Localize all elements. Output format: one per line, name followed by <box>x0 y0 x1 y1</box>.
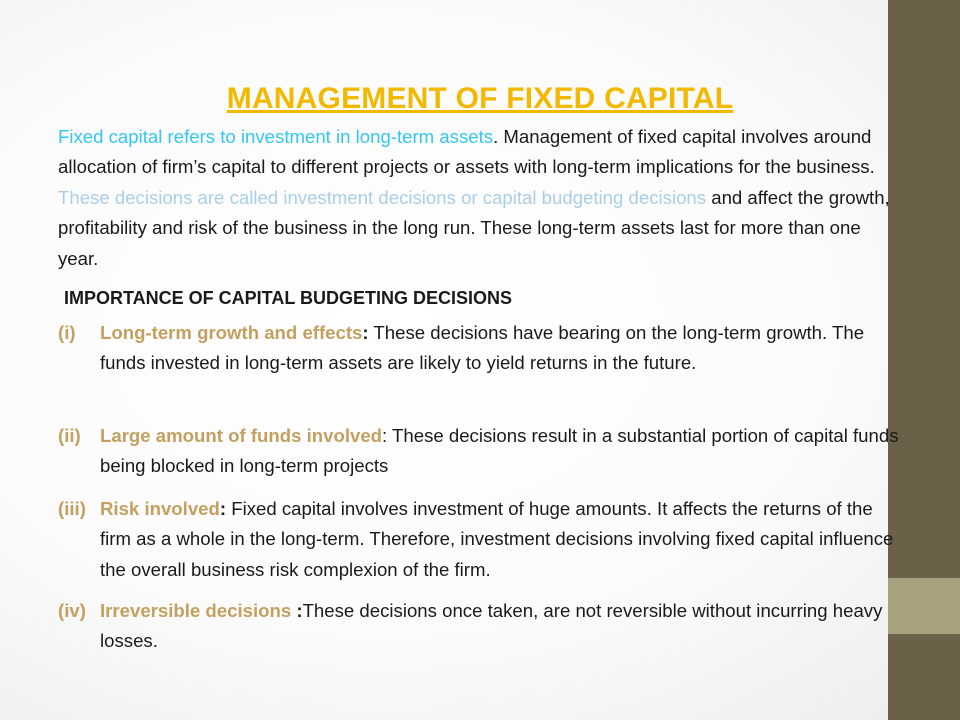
list-item-number: (iii) <box>58 498 86 519</box>
list-item-separator: : <box>362 322 369 343</box>
intro-definition: Fixed capital refers to investment in long-term assets <box>58 126 494 147</box>
list-item-term: Large amount of funds involved <box>100 425 383 446</box>
list-item-text: These decisions have bearing on the long-term growth. The funds invested in long-term assets are likely to yield returns in the future. <box>100 322 865 374</box>
list-item <box>58 318 904 379</box>
list-item-text: These decisions once taken, are not reversible without incurring heavy losses. <box>100 600 883 652</box>
list-item-text: These decisions result in a substantial portion of capital funds being blocked in long-term projects <box>100 425 899 477</box>
intro-text-1: . Management of fixed capital involves around allocation of firm’s capital to different projects or assets with long-term implications for the business. <box>58 126 875 178</box>
list-item <box>58 421 904 482</box>
list-item-separator: : <box>291 600 303 621</box>
list-item-term: Irreversible decisions <box>100 600 292 621</box>
list-item-term: Risk involved <box>100 498 220 519</box>
intro-paragraph <box>58 122 906 274</box>
slide-title: MANAGEMENT OF FIXED CAPITAL <box>226 82 734 115</box>
section-subheading: IMPORTANCE OF CAPITAL BUDGETING DECISIONS <box>64 288 513 308</box>
intro-text-2: and affect the growth, profitability and risk of the business in the long run. These long-term assets last for more than one year. <box>58 186 890 269</box>
intro-highlight: These decisions are called investment decisions or capital budgeting decisions <box>58 186 707 208</box>
list-item-text: Fixed capital involves investment of huge amounts. It affects the returns of the firm as a whole in the long-term. Therefore, investment decisions involving fixed capital influence the overall business risk complexion of the firm. <box>100 498 894 580</box>
list-item-term: Long-term growth and effects <box>100 322 363 343</box>
list-item-separator: : <box>219 498 227 519</box>
list-item-number: (i) <box>58 322 76 343</box>
list-item <box>58 494 904 585</box>
list-item-number: (iv) <box>58 600 86 621</box>
list-item <box>58 596 904 657</box>
list-item-number: (ii) <box>58 425 81 446</box>
list-item-separator: : <box>382 425 388 446</box>
